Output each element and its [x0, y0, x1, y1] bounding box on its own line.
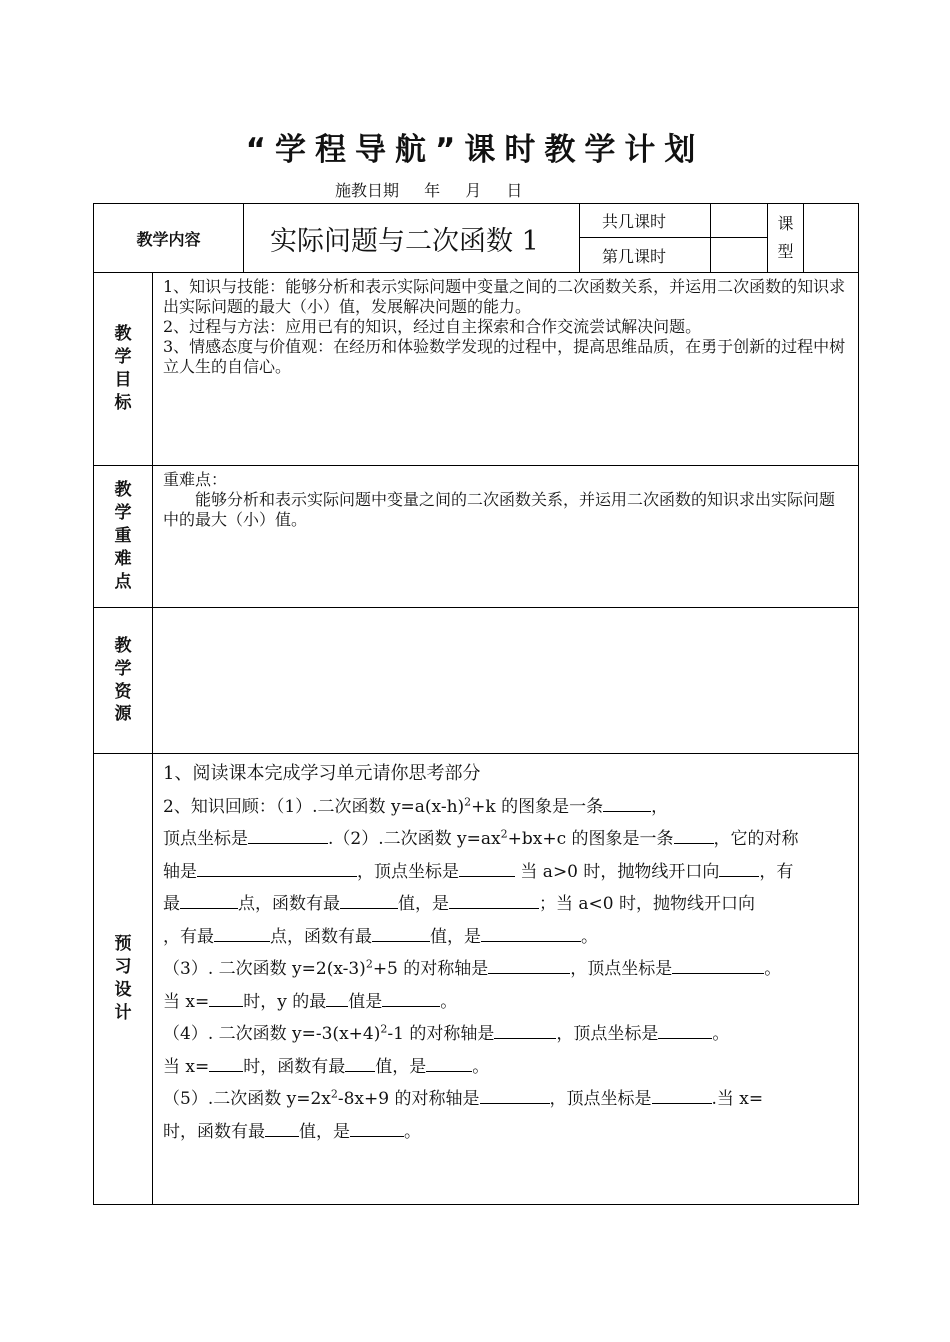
date-day: 日 — [506, 181, 523, 200]
lesson-type-label — [768, 204, 804, 273]
lesson-type-value[interactable] — [804, 204, 859, 273]
resources-content[interactable] — [153, 608, 859, 754]
lesson-no-value[interactable] — [711, 238, 768, 273]
blank[interactable] — [459, 860, 515, 877]
blank[interactable] — [719, 860, 759, 877]
blank[interactable] — [658, 1022, 712, 1039]
review-line-9: 当 x= 时，函数有最 值，是 。 — [163, 1056, 490, 1077]
key-points-label: 教 学 重 难 点 — [94, 466, 153, 608]
blank[interactable] — [209, 1055, 243, 1072]
lesson-no-label: 第几课时 — [580, 238, 711, 273]
review-line-7: 当 x= 时，y 的最 值是 。 — [163, 991, 458, 1012]
blank[interactable] — [214, 925, 270, 942]
review-line-2: 顶点坐标是 .（2）.二次函数 $y=ax^2+bx+c$ 的图象是一条 ，它的对称 — [163, 827, 799, 849]
lesson-plan-table — [93, 203, 859, 1205]
date-label: 施教日期 — [335, 181, 400, 200]
blank[interactable] — [674, 827, 714, 844]
goals-content — [153, 273, 859, 466]
blank[interactable] — [209, 990, 243, 1007]
review-line-1: 2、知识回顾：（1）.二次函数 $y=a(x-h)^2+k$ 的图象是一条 ， — [163, 794, 669, 817]
key-points-text: 能够分析和表示实际问题中变量之间的二次函数关系，并运用二次函数的知识求出实际问题中的最大（小）值。 — [163, 490, 836, 529]
blank[interactable] — [652, 1087, 712, 1104]
blank[interactable] — [326, 990, 348, 1007]
blank[interactable] — [340, 892, 398, 909]
key-points-heading: 重难点： — [163, 470, 228, 489]
review-line-6: （3）. 二次函数 $y=2(x-3)^2+5$ 的对称轴是 ，顶点坐标是 。 — [163, 957, 782, 979]
teaching-date — [335, 178, 542, 201]
review-line-8: （4）. 二次函数 $y=-3(x+4)^2-1$ 的对称轴是 ，顶点坐标是 。 — [163, 1022, 730, 1044]
content-label: 教学内容 — [94, 204, 244, 273]
blank[interactable] — [480, 1087, 550, 1104]
total-lessons-label: 共几课时 — [580, 204, 711, 238]
blank[interactable] — [197, 860, 357, 877]
lesson-topic: 实际问题与二次函数 1 — [244, 204, 580, 273]
review-line-11: 时，函数有最 值，是 。 — [163, 1121, 421, 1142]
lesson-type-char-2: 型 — [777, 242, 794, 261]
review-line-10: （5）.二次函数 $y=2x^2-8x+9$ 的对称轴是 ，顶点坐标是 .当 x= — [163, 1087, 764, 1109]
blank[interactable] — [248, 827, 328, 844]
date-month: 月 — [465, 181, 482, 200]
blank[interactable] — [372, 925, 430, 942]
review-line-3: 轴是 ，顶点坐标是 当 a>0 时，抛物线开口向 ，有 — [163, 861, 794, 882]
review-line-4: 最 点，函数有最 值，是 ；当 a<0 时，抛物线开口向 — [163, 894, 756, 914]
preview-label: 预 习 设 计 — [94, 754, 153, 1205]
blank[interactable] — [494, 1022, 556, 1039]
blank[interactable] — [603, 795, 651, 812]
blank[interactable] — [481, 925, 581, 942]
blank[interactable] — [265, 1120, 299, 1137]
review-line-5: ，有最 点，函数有最 值，是 。 — [163, 926, 598, 947]
total-lessons-value[interactable] — [711, 204, 768, 238]
blank[interactable] — [350, 1120, 404, 1137]
blank[interactable] — [382, 990, 440, 1007]
goal-line-3: 3、情感态度与价值观：在经历和体验数学发现的过程中，提高思维品质，在勇于创新的过程中树立人生的自信心。 — [163, 337, 846, 376]
preview-content — [153, 754, 859, 1205]
goal-line-1: 1、知识与技能：能够分析和表示实际问题中变量之间的二次函数关系，并运用二次函数的知识求出实际问题的最大（小）值，发展解决问题的能力。 — [163, 277, 846, 316]
blank[interactable] — [345, 1055, 375, 1072]
blank[interactable] — [672, 957, 764, 974]
key-points-content — [153, 466, 859, 608]
preview-item-1: 1、阅读课本完成学习单元请你思考部分 — [163, 763, 481, 784]
goals-label: 教 学 目 标 — [94, 273, 153, 466]
lesson-type-char-1: 课 — [777, 214, 794, 233]
blank[interactable] — [426, 1055, 472, 1072]
resources-label: 教 学 资 源 — [94, 608, 153, 754]
goal-line-2: 2、过程与方法：应用已有的知识，经过自主探索和合作交流尝试解决问题。 — [163, 317, 702, 336]
blank[interactable] — [488, 957, 570, 974]
blank[interactable] — [449, 892, 539, 909]
page-title: “学程导航”课时教学计划 — [245, 132, 705, 168]
date-year: 年 — [424, 181, 441, 200]
blank[interactable] — [180, 892, 238, 909]
